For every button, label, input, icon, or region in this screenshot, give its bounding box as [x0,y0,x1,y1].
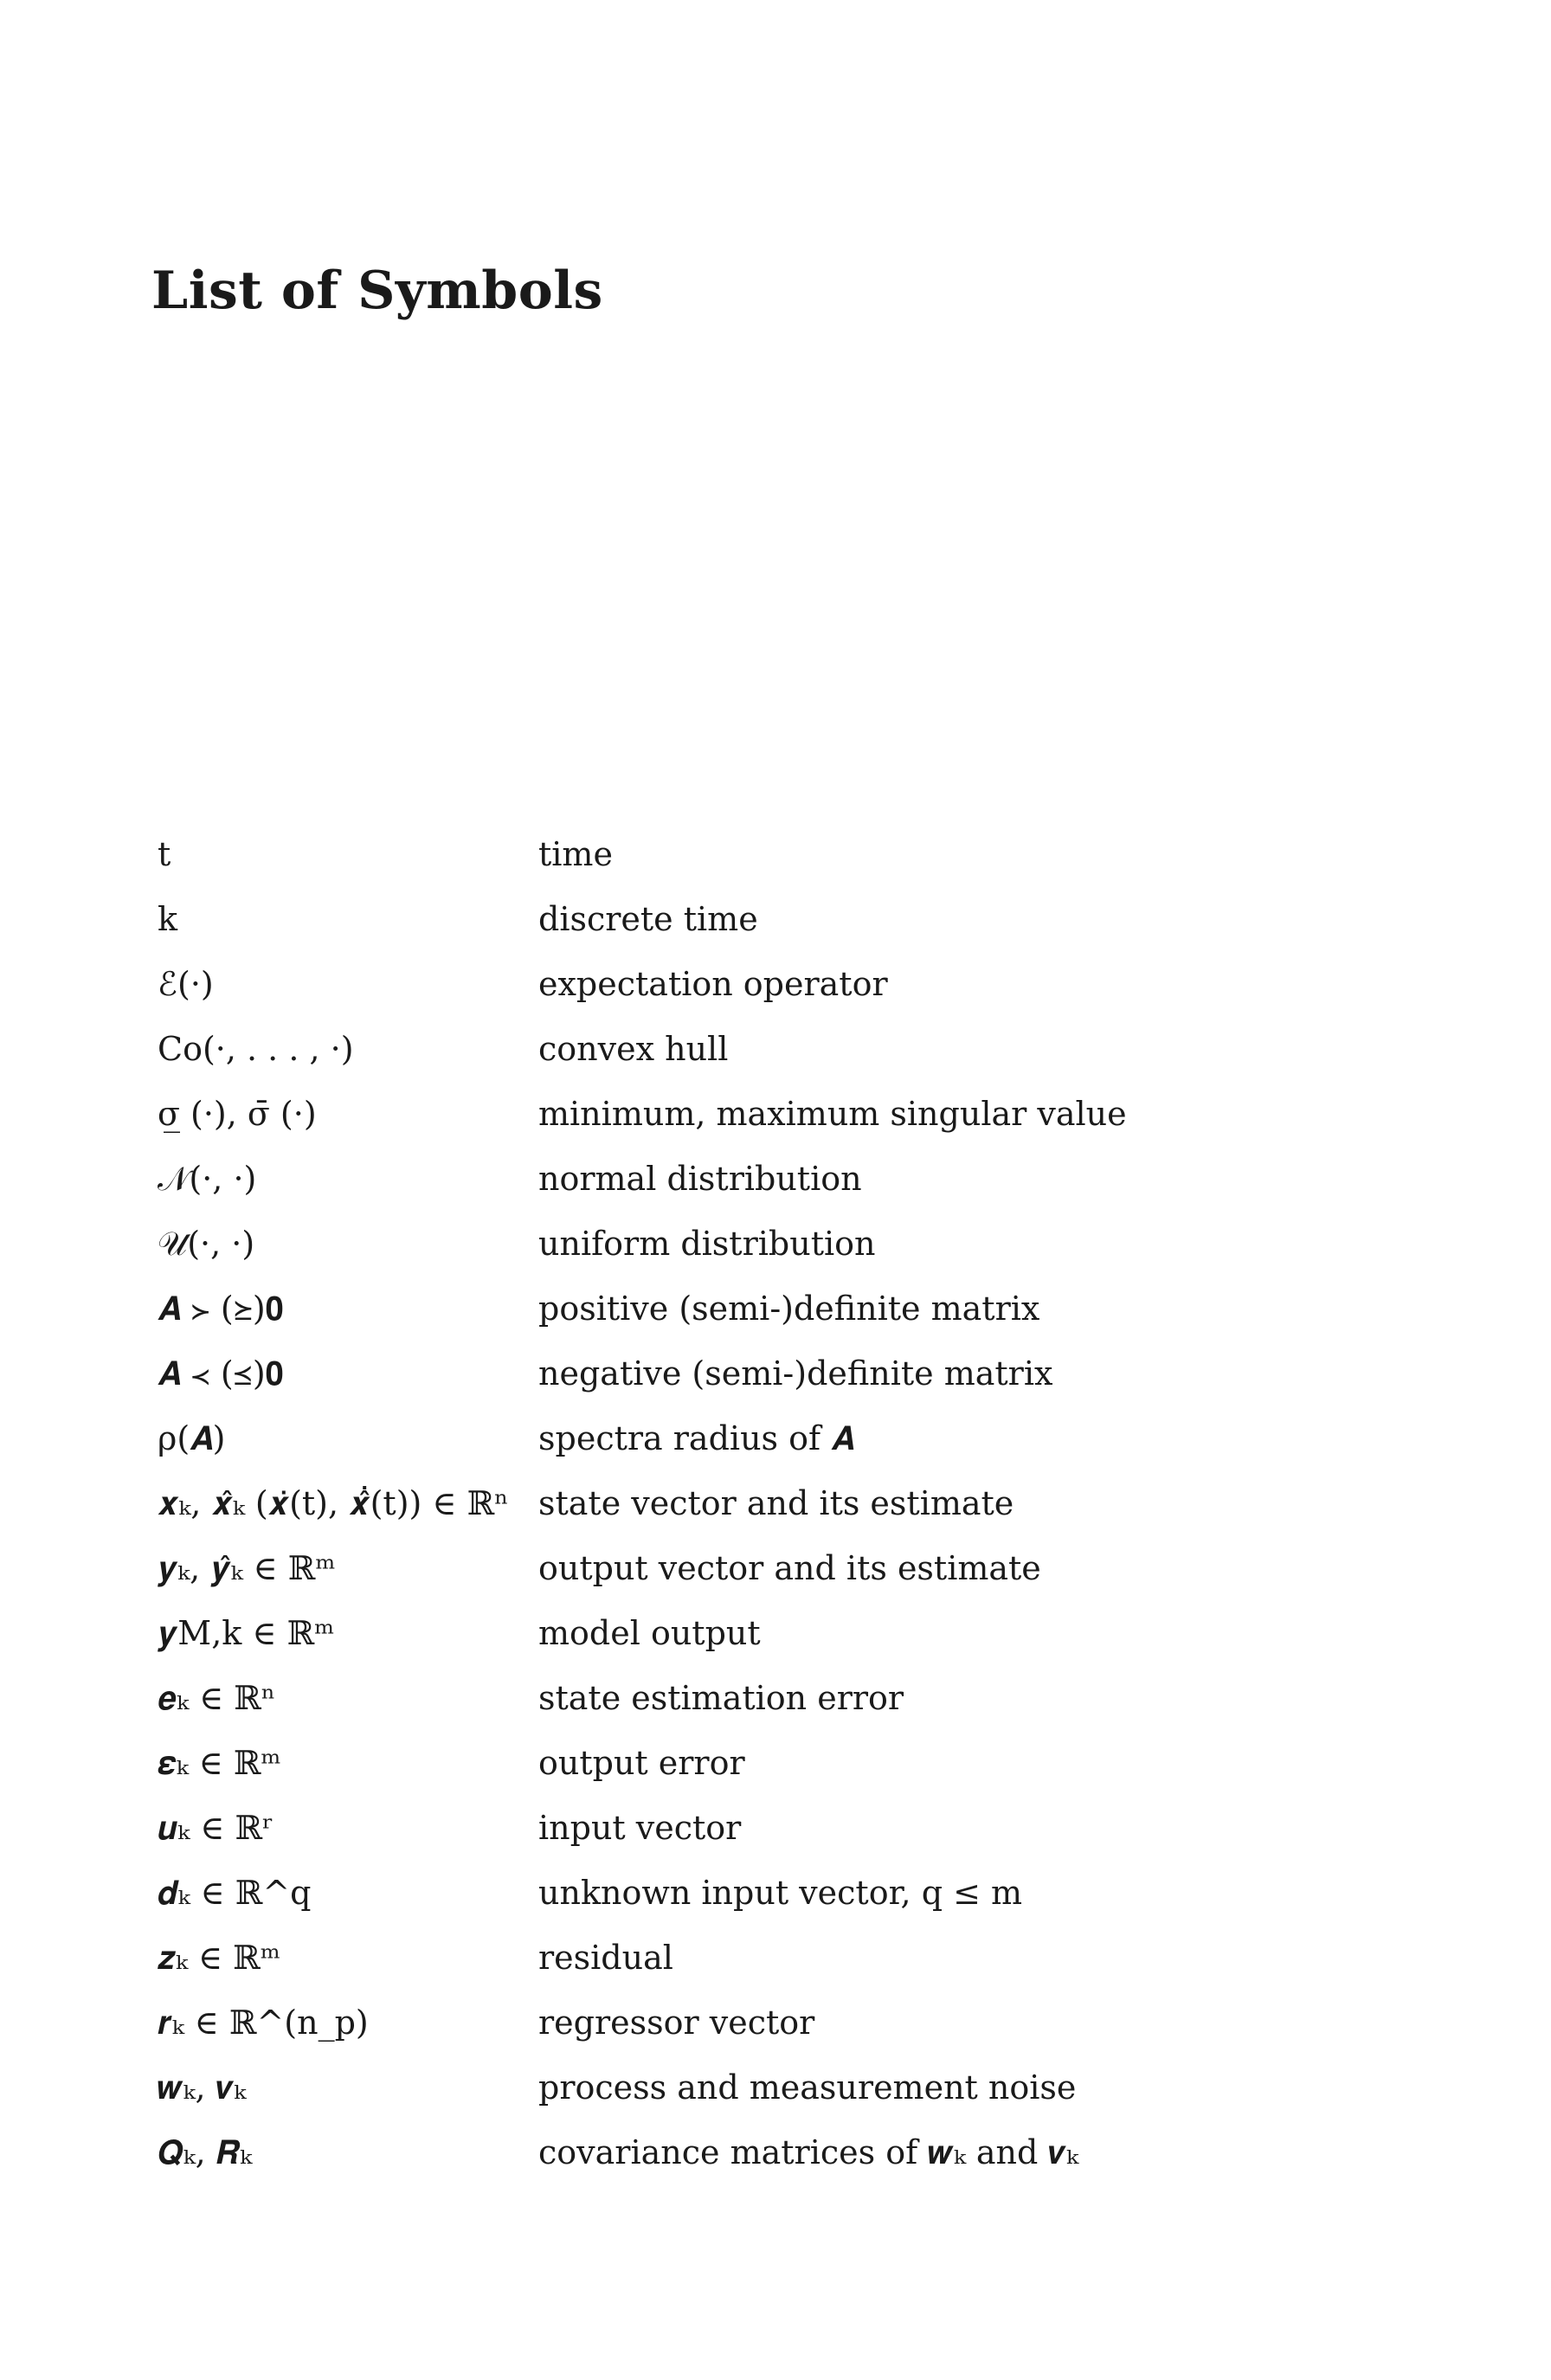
symbol-row [158,1614,1413,1679]
symbol-description: uniform distribution [538,1225,876,1263]
symbol-description: regressor vector [538,2004,815,2042]
symbol: k [158,900,178,938]
symbol-row [158,2133,1413,2198]
symbol-row [158,1225,1413,1290]
symbol-description: output error [538,1744,745,1782]
symbol-description: residual [538,1939,673,1977]
symbol: 𝒚M,k ∈ ℝᵐ [158,1614,335,1652]
symbol-row [158,965,1413,1030]
symbol: 𝑸ₖ, 𝑹ₖ [158,2133,253,2171]
symbol-description: minimum, maximum singular value [538,1095,1127,1133]
symbol-row [158,1939,1413,2004]
symbol-description: state estimation error [538,1679,904,1717]
symbol-description: convex hull [538,1030,729,1068]
symbol: 𝒙ₖ, 𝒙̂ₖ (𝒙̇(t), 𝒙̂̇(t)) ∈ ℝⁿ [158,1484,509,1522]
symbol-row [158,1484,1413,1549]
symbol: 𝜺ₖ ∈ ℝᵐ [158,1744,281,1782]
symbol-description: time [538,835,613,873]
symbol: 𝒆ₖ ∈ ℝⁿ [158,1679,276,1717]
symbol: 𝒅ₖ ∈ ℝ^q [158,1874,312,1912]
symbol-row [158,1874,1413,1939]
symbol-row [158,1354,1413,1419]
symbol-row [158,835,1413,900]
symbol-description: model output [538,1614,761,1652]
symbol-description: unknown input vector, q ≤ m [538,1874,1023,1912]
symbol: ℰ(·) [158,965,214,1003]
symbol: σ̲ (·), σ̄ (·) [158,1095,317,1133]
symbol-description: output vector and its estimate [538,1549,1041,1587]
symbol-description: normal distribution [538,1160,862,1198]
symbol-row [158,900,1413,965]
symbol-description: process and measurement noise [538,2068,1077,2107]
symbol: 𝒛ₖ ∈ ℝᵐ [158,1939,281,1977]
symbol-description: expectation operator [538,965,888,1003]
symbol-description: positive (semi-)definite matrix [538,1290,1040,1328]
symbol: Co(·, . . . , ·) [158,1030,354,1068]
symbol-row [158,2068,1413,2133]
symbol: t [158,835,171,873]
symbol: 𝑨 ≺ (⪯)𝟎 [158,1354,284,1393]
symbol: 𝒚ₖ, 𝒚̂ₖ ∈ ℝᵐ [158,1549,336,1587]
symbol-row [158,1549,1413,1614]
symbol-list [158,835,1413,2198]
symbol: 𝒘ₖ, 𝒗ₖ [158,2068,247,2107]
symbol-row [158,1290,1413,1354]
symbol-row [158,1030,1413,1095]
symbol: 𝒰(·, ·) [158,1225,255,1263]
symbol-row [158,1809,1413,1874]
symbol: 𝒖ₖ ∈ ℝʳ [158,1809,274,1847]
symbol: ρ(𝑨) [158,1419,226,1457]
symbol-description: spectra radius of 𝑨 [538,1419,854,1457]
symbol: 𝒓ₖ ∈ ℝ^(n_p) [158,2004,369,2042]
page-title: List of Symbols [151,261,603,321]
symbol: 𝑨 ≻ (⪰)𝟎 [158,1290,284,1328]
symbol-description: input vector [538,1809,742,1847]
symbol-row [158,1160,1413,1225]
symbol-row [158,2004,1413,2068]
symbol-description: state vector and its estimate [538,1484,1014,1522]
symbol-row [158,1095,1413,1160]
symbol-description: discrete time [538,900,758,938]
symbol-description: covariance matrices of 𝒘ₖ and 𝒗ₖ [538,2133,1078,2171]
symbol-row [158,1679,1413,1744]
symbol-row [158,1744,1413,1809]
symbol-row [158,1419,1413,1484]
symbol: 𝒩(·, ·) [158,1160,257,1198]
symbol-description: negative (semi-)definite matrix [538,1354,1053,1393]
